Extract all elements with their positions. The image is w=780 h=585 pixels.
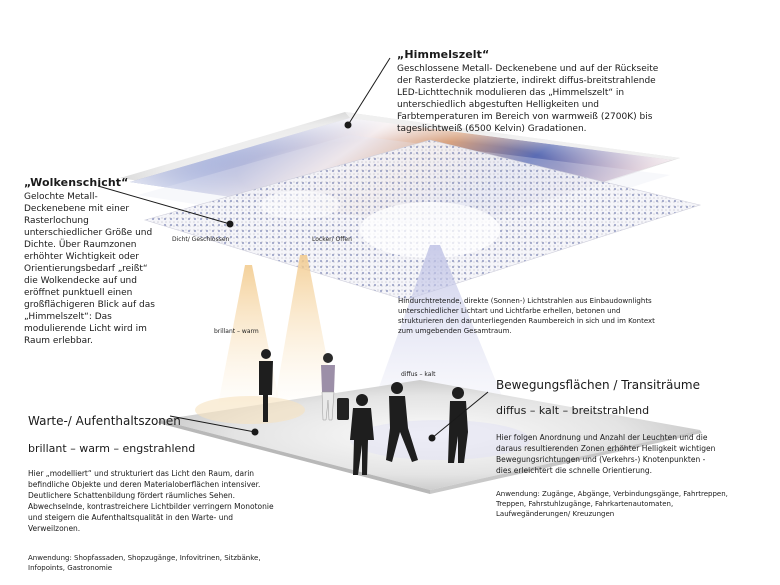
wolkenschicht-title: „Wolkenschicht“ xyxy=(24,176,129,189)
wolkenschicht-line: Orientierungsbedarf „reißt“ xyxy=(24,264,148,274)
downlights-line: Hindurchtretende, direkte (Sonnen-) Lichtstrahlen aus Einbaudownlights xyxy=(398,297,652,305)
downlights-line: unterschiedlicher Lichtart und Lichtfarbe erhellen, betonen und xyxy=(398,307,621,315)
warte-anwendung-line: Infopoints, Gastronomie xyxy=(28,564,113,572)
downlights-line: strukturieren den darunterliegenden Raumbereich in sich und im Kontext xyxy=(398,317,655,325)
warte-anwendung xyxy=(28,553,358,573)
grid-label-locker: Locker/ Offen xyxy=(312,236,352,243)
warte-title: Warte-/ Aufenthaltszonen xyxy=(28,414,181,428)
bewegung-title: Bewegungsflächen / Transiträume xyxy=(496,378,700,392)
warte-line: Abwechselnde, kontrastreichere Lichtbilder verringern Monotonie xyxy=(28,502,274,511)
warte-line: befindliche Objekte und deren Materialoberflächen intensiver. xyxy=(28,480,261,489)
himmelszelt-line: tageslichtweiß (6500 Kelvin) Gradationen. xyxy=(397,124,587,134)
downlights-description xyxy=(398,296,728,336)
wolkenschicht-line: eröffnet punktuell einen xyxy=(24,288,133,298)
downlights-line: zum umgebenden Gesamtraum. xyxy=(398,327,512,335)
bewegung-anwendung-line: Anwendung: Zugänge, Abgänge, Verbindungsgänge, Fahrtreppen, xyxy=(496,490,728,498)
bewegung-anwendung-line: Laufwegänderungen/ Kreuzungen xyxy=(496,510,615,518)
bewegung-line: Hier folgen Anordnung und Anzahl der Leuchten und die xyxy=(496,433,708,442)
warte-line: und steigern die Aufenthaltsqualität in den Warte- und xyxy=(28,513,234,522)
himmelszelt-line: Farbtemperaturen im Bereich von warmweiß (2700K) bis xyxy=(397,112,653,122)
grid-label-dicht: Dicht/ Geschlossen xyxy=(172,236,230,243)
himmelszelt-line: der Rasterdecke platzierte, indirekt diffus-breitstrahlende xyxy=(397,76,656,86)
warte-line: Deutlichere Schattenbildung fördert räumliches Sehen. xyxy=(28,491,236,500)
himmelszelt-description xyxy=(397,63,727,135)
bewegung-subtitle: diffus – kalt – breitstrahlend xyxy=(496,404,650,417)
wolkenschicht-line: Dichte. Über Raumzonen xyxy=(24,240,137,250)
warte-line: Verweilzonen. xyxy=(28,524,81,533)
himmelszelt-line: unterschiedlich abgestuften Helligkeiten und xyxy=(397,100,600,110)
warte-anwendung-line: Anwendung: Shopfassaden, Shopzugänge, Infovitrinen, Sitzbänke, xyxy=(28,554,261,562)
warte-line: Hier „modelliert“ und strukturiert das Licht den Raum, darin xyxy=(28,469,255,478)
wolkenschicht-description xyxy=(24,191,174,347)
wolkenschicht-line: Gelochte Metall- xyxy=(24,192,98,202)
himmelszelt-line: Geschlossene Metall- Deckenebene und auf der Rückseite xyxy=(397,64,659,74)
bewegung-line: Bewegungsrichtungen und (Verkehrs-) Knotenpunkten - xyxy=(496,455,706,464)
beam-label-warm: brillant – warm xyxy=(214,328,259,335)
wolkenschicht-line: Deckenebene mit einer xyxy=(24,204,130,214)
wolkenschicht-line: unterschiedlicher Größe und xyxy=(24,228,153,238)
beam-label-kalt: diffus – kalt xyxy=(401,371,436,378)
wolkenschicht-line: modulierende Licht wird im xyxy=(24,324,147,334)
bewegung-line: dies erleichtert die schnelle Orientierung. xyxy=(496,466,653,475)
wolkenschicht-line: erhöhter Wichtigkeit oder xyxy=(24,252,139,262)
bewegung-description xyxy=(496,432,771,476)
warte-description xyxy=(28,468,358,534)
bewegung-anwendung xyxy=(496,489,771,519)
himmelszelt-title: „Himmelszelt“ xyxy=(397,48,490,61)
himmelszelt-line: LED-Lichttechnik modulieren das „Himmelszelt“ in xyxy=(397,88,625,98)
wolkenschicht-line: großflächigeren Blick auf das xyxy=(24,300,155,310)
bewegung-anwendung-line: Treppen, Fahrstuhlzugänge, Fahrkartenautomaten, xyxy=(496,500,674,508)
warte-subtitle: brillant – warm – engstrahlend xyxy=(28,442,196,455)
wolkenschicht-line: Rasterlochung xyxy=(24,216,89,226)
wolkenschicht-line: Raum erlebbar. xyxy=(24,336,93,346)
wolkenschicht-line: „Himmelszelt“: Das xyxy=(24,312,112,322)
warm-light-pool xyxy=(195,396,305,424)
wolkenschicht-line: die Wolkendecke auf und xyxy=(24,276,137,286)
bewegung-line: daraus resultierenden Zonen erhöhter Helligkeit wichtigen xyxy=(496,444,716,453)
